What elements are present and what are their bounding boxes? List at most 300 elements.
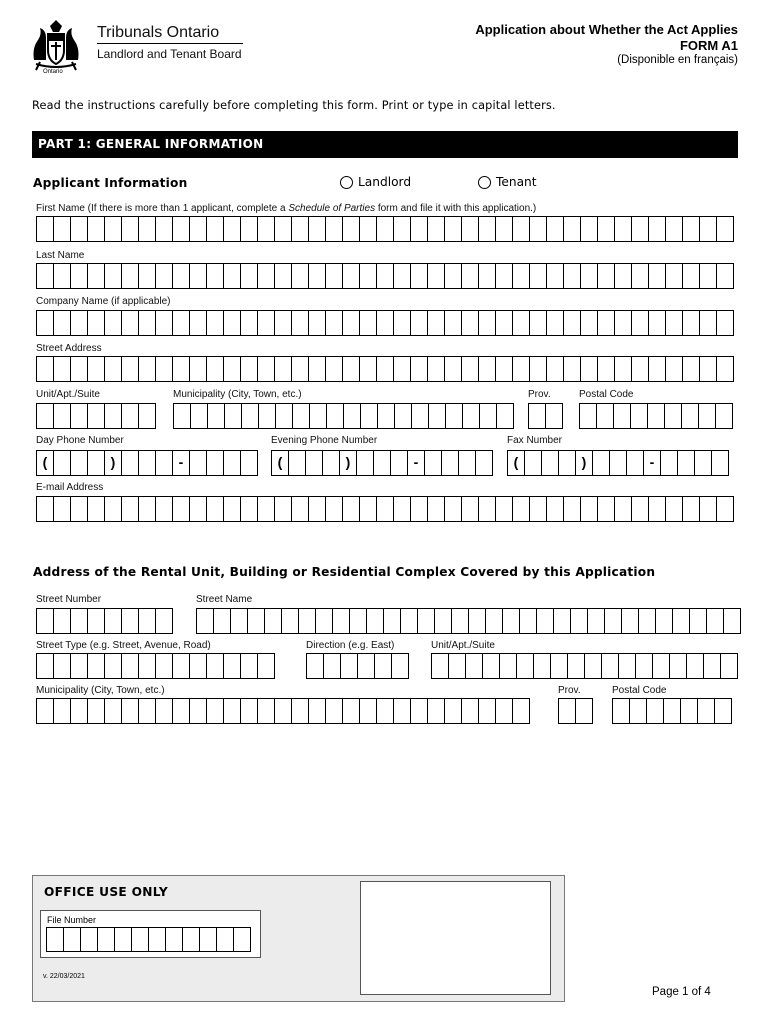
char-box[interactable] bbox=[361, 404, 378, 428]
char-box[interactable] bbox=[258, 699, 275, 723]
char-box[interactable] bbox=[517, 654, 534, 678]
area-code-open-paren[interactable]: ( bbox=[508, 451, 525, 475]
char-box[interactable] bbox=[666, 357, 683, 381]
char-box[interactable] bbox=[54, 497, 71, 521]
char-box[interactable] bbox=[670, 654, 687, 678]
char-box[interactable] bbox=[360, 357, 377, 381]
char-box[interactable] bbox=[200, 928, 217, 951]
char-box[interactable] bbox=[293, 404, 310, 428]
char-box[interactable] bbox=[173, 264, 190, 288]
char-box[interactable] bbox=[207, 699, 224, 723]
char-box[interactable] bbox=[428, 264, 445, 288]
char-box[interactable] bbox=[292, 699, 309, 723]
char-box[interactable] bbox=[496, 699, 513, 723]
char-box[interactable] bbox=[122, 357, 139, 381]
char-box[interactable] bbox=[530, 497, 547, 521]
street-type-field[interactable] bbox=[36, 653, 275, 679]
char-box[interactable] bbox=[224, 699, 241, 723]
char-box[interactable] bbox=[343, 497, 360, 521]
char-box[interactable] bbox=[207, 357, 224, 381]
char-box[interactable] bbox=[401, 609, 418, 633]
char-box[interactable] bbox=[122, 451, 139, 475]
char-box[interactable] bbox=[122, 217, 139, 241]
char-box[interactable] bbox=[631, 404, 648, 428]
area-code-open-paren[interactable]: ( bbox=[272, 451, 289, 475]
char-box[interactable] bbox=[275, 311, 292, 335]
char-box[interactable] bbox=[547, 217, 564, 241]
char-box[interactable] bbox=[698, 699, 715, 723]
char-box[interactable] bbox=[54, 654, 71, 678]
char-box[interactable] bbox=[139, 357, 156, 381]
char-box[interactable] bbox=[173, 497, 190, 521]
char-box[interactable] bbox=[47, 928, 64, 951]
char-box[interactable] bbox=[683, 311, 700, 335]
char-box[interactable] bbox=[207, 311, 224, 335]
char-box[interactable] bbox=[530, 311, 547, 335]
char-box[interactable] bbox=[207, 264, 224, 288]
char-box[interactable] bbox=[513, 217, 530, 241]
char-box[interactable] bbox=[717, 217, 734, 241]
char-box[interactable] bbox=[105, 404, 122, 428]
char-box[interactable] bbox=[88, 264, 105, 288]
char-box[interactable] bbox=[327, 404, 344, 428]
char-box[interactable] bbox=[156, 311, 173, 335]
char-box[interactable] bbox=[324, 654, 341, 678]
char-box[interactable] bbox=[700, 217, 717, 241]
area-code-close-paren[interactable]: ) bbox=[576, 451, 593, 475]
char-box[interactable] bbox=[724, 609, 741, 633]
municipality-field[interactable] bbox=[173, 403, 514, 429]
province-field[interactable] bbox=[528, 403, 563, 429]
char-box[interactable] bbox=[343, 357, 360, 381]
char-box[interactable] bbox=[469, 609, 486, 633]
char-box[interactable] bbox=[122, 609, 139, 633]
char-box[interactable] bbox=[326, 217, 343, 241]
char-box[interactable] bbox=[71, 654, 88, 678]
char-box[interactable] bbox=[258, 311, 275, 335]
fax-field[interactable] bbox=[507, 450, 729, 476]
char-box[interactable] bbox=[394, 497, 411, 521]
char-box[interactable] bbox=[377, 497, 394, 521]
char-box[interactable] bbox=[564, 311, 581, 335]
char-box[interactable] bbox=[309, 264, 326, 288]
char-box[interactable] bbox=[275, 357, 292, 381]
char-box[interactable] bbox=[241, 311, 258, 335]
char-box[interactable] bbox=[428, 217, 445, 241]
char-box[interactable] bbox=[54, 699, 71, 723]
char-box[interactable] bbox=[486, 609, 503, 633]
char-box[interactable] bbox=[333, 609, 350, 633]
char-box[interactable] bbox=[190, 497, 207, 521]
area-code-open-paren[interactable]: ( bbox=[37, 451, 54, 475]
char-box[interactable] bbox=[54, 264, 71, 288]
char-box[interactable] bbox=[661, 451, 678, 475]
char-box[interactable] bbox=[309, 357, 326, 381]
char-box[interactable] bbox=[139, 311, 156, 335]
char-box[interactable] bbox=[88, 497, 105, 521]
char-box[interactable] bbox=[377, 699, 394, 723]
char-box[interactable] bbox=[105, 264, 122, 288]
char-box[interactable] bbox=[190, 357, 207, 381]
char-box[interactable] bbox=[357, 451, 374, 475]
char-box[interactable] bbox=[479, 311, 496, 335]
char-box[interactable] bbox=[513, 699, 530, 723]
char-box[interactable] bbox=[411, 699, 428, 723]
char-box[interactable] bbox=[326, 497, 343, 521]
char-box[interactable] bbox=[619, 654, 636, 678]
char-box[interactable] bbox=[525, 451, 542, 475]
char-box[interactable] bbox=[292, 497, 309, 521]
char-box[interactable] bbox=[683, 357, 700, 381]
char-box[interactable] bbox=[88, 699, 105, 723]
char-box[interactable] bbox=[529, 404, 546, 428]
unit-field[interactable] bbox=[36, 403, 156, 429]
first-name-field[interactable] bbox=[36, 216, 734, 242]
char-box[interactable] bbox=[241, 217, 258, 241]
char-box[interactable] bbox=[681, 699, 698, 723]
char-box[interactable] bbox=[360, 217, 377, 241]
char-box[interactable] bbox=[326, 357, 343, 381]
char-box[interactable] bbox=[310, 404, 327, 428]
char-box[interactable] bbox=[248, 609, 265, 633]
char-box[interactable] bbox=[377, 264, 394, 288]
char-box[interactable] bbox=[309, 497, 326, 521]
char-box[interactable] bbox=[384, 609, 401, 633]
char-box[interactable] bbox=[258, 357, 275, 381]
char-box[interactable] bbox=[377, 311, 394, 335]
char-box[interactable] bbox=[132, 928, 149, 951]
char-box[interactable] bbox=[71, 357, 88, 381]
char-box[interactable] bbox=[598, 264, 615, 288]
char-box[interactable] bbox=[156, 217, 173, 241]
char-box[interactable] bbox=[500, 654, 517, 678]
char-box[interactable] bbox=[428, 699, 445, 723]
char-box[interactable] bbox=[394, 217, 411, 241]
char-box[interactable] bbox=[717, 264, 734, 288]
char-box[interactable] bbox=[37, 609, 54, 633]
char-box[interactable] bbox=[392, 654, 409, 678]
char-box[interactable] bbox=[429, 404, 446, 428]
char-box[interactable] bbox=[360, 497, 377, 521]
char-box[interactable] bbox=[122, 497, 139, 521]
char-box[interactable] bbox=[695, 451, 712, 475]
char-box[interactable] bbox=[602, 654, 619, 678]
char-box[interactable] bbox=[343, 264, 360, 288]
char-box[interactable] bbox=[581, 497, 598, 521]
char-box[interactable] bbox=[428, 497, 445, 521]
char-box[interactable] bbox=[647, 699, 664, 723]
char-box[interactable] bbox=[88, 217, 105, 241]
char-box[interactable] bbox=[449, 654, 466, 678]
char-box[interactable] bbox=[156, 699, 173, 723]
char-box[interactable] bbox=[395, 404, 412, 428]
char-box[interactable] bbox=[462, 217, 479, 241]
company-name-field[interactable] bbox=[36, 310, 734, 336]
char-box[interactable] bbox=[632, 497, 649, 521]
char-box[interactable] bbox=[571, 609, 588, 633]
char-box[interactable] bbox=[71, 497, 88, 521]
char-box[interactable] bbox=[551, 654, 568, 678]
char-box[interactable] bbox=[479, 264, 496, 288]
char-box[interactable] bbox=[37, 404, 54, 428]
char-box[interactable] bbox=[615, 497, 632, 521]
char-box[interactable] bbox=[445, 497, 462, 521]
char-box[interactable] bbox=[445, 311, 462, 335]
char-box[interactable] bbox=[598, 311, 615, 335]
char-box[interactable] bbox=[156, 451, 173, 475]
char-box[interactable] bbox=[649, 357, 666, 381]
char-box[interactable] bbox=[139, 699, 156, 723]
char-box[interactable] bbox=[139, 264, 156, 288]
char-box[interactable] bbox=[306, 451, 323, 475]
char-box[interactable] bbox=[173, 654, 190, 678]
char-box[interactable] bbox=[588, 609, 605, 633]
char-box[interactable] bbox=[54, 609, 71, 633]
char-box[interactable] bbox=[122, 311, 139, 335]
char-box[interactable] bbox=[224, 217, 241, 241]
char-box[interactable] bbox=[276, 404, 293, 428]
char-box[interactable] bbox=[71, 699, 88, 723]
char-box[interactable] bbox=[581, 311, 598, 335]
char-box[interactable] bbox=[576, 699, 593, 723]
char-box[interactable] bbox=[665, 404, 682, 428]
char-box[interactable] bbox=[459, 451, 476, 475]
char-box[interactable] bbox=[432, 654, 449, 678]
tenant-option[interactable] bbox=[478, 175, 537, 189]
char-box[interactable] bbox=[648, 404, 665, 428]
char-box[interactable] bbox=[224, 311, 241, 335]
char-box[interactable] bbox=[191, 404, 208, 428]
char-box[interactable] bbox=[190, 217, 207, 241]
char-box[interactable] bbox=[360, 311, 377, 335]
char-box[interactable] bbox=[234, 928, 251, 951]
char-box[interactable] bbox=[496, 217, 513, 241]
char-box[interactable] bbox=[190, 311, 207, 335]
char-box[interactable] bbox=[716, 404, 733, 428]
char-box[interactable] bbox=[207, 217, 224, 241]
char-box[interactable] bbox=[445, 264, 462, 288]
char-box[interactable] bbox=[445, 217, 462, 241]
char-box[interactable] bbox=[394, 311, 411, 335]
char-box[interactable] bbox=[54, 217, 71, 241]
street-number-field[interactable] bbox=[36, 608, 173, 634]
char-box[interactable] bbox=[530, 264, 547, 288]
postal-code-field[interactable] bbox=[579, 403, 733, 429]
char-box[interactable] bbox=[503, 609, 520, 633]
landlord-option[interactable] bbox=[340, 175, 411, 189]
char-box[interactable] bbox=[411, 357, 428, 381]
char-box[interactable] bbox=[462, 699, 479, 723]
char-box[interactable] bbox=[700, 357, 717, 381]
char-box[interactable] bbox=[37, 264, 54, 288]
char-box[interactable] bbox=[71, 264, 88, 288]
char-box[interactable] bbox=[452, 609, 469, 633]
char-box[interactable] bbox=[225, 404, 242, 428]
char-box[interactable] bbox=[299, 609, 316, 633]
day-phone-field[interactable] bbox=[36, 450, 258, 476]
char-box[interactable] bbox=[649, 497, 666, 521]
rental-province-field[interactable] bbox=[558, 698, 593, 724]
char-box[interactable] bbox=[513, 497, 530, 521]
char-box[interactable] bbox=[394, 264, 411, 288]
char-box[interactable] bbox=[323, 451, 340, 475]
char-box[interactable] bbox=[462, 264, 479, 288]
char-box[interactable] bbox=[683, 497, 700, 521]
char-box[interactable] bbox=[292, 311, 309, 335]
char-box[interactable] bbox=[687, 654, 704, 678]
char-box[interactable] bbox=[71, 311, 88, 335]
char-box[interactable] bbox=[64, 928, 81, 951]
char-box[interactable] bbox=[463, 404, 480, 428]
char-box[interactable] bbox=[712, 451, 729, 475]
char-box[interactable] bbox=[258, 654, 275, 678]
char-box[interactable] bbox=[632, 357, 649, 381]
char-box[interactable] bbox=[598, 217, 615, 241]
char-box[interactable] bbox=[343, 699, 360, 723]
char-box[interactable] bbox=[241, 264, 258, 288]
char-box[interactable] bbox=[496, 311, 513, 335]
char-box[interactable] bbox=[105, 311, 122, 335]
char-box[interactable] bbox=[197, 609, 214, 633]
char-box[interactable] bbox=[632, 311, 649, 335]
char-box[interactable] bbox=[428, 357, 445, 381]
char-box[interactable] bbox=[411, 311, 428, 335]
char-box[interactable] bbox=[307, 654, 324, 678]
char-box[interactable] bbox=[105, 654, 122, 678]
char-box[interactable] bbox=[54, 404, 71, 428]
landlord-radio[interactable] bbox=[340, 176, 353, 189]
char-box[interactable] bbox=[559, 451, 576, 475]
char-box[interactable] bbox=[214, 609, 231, 633]
char-box[interactable] bbox=[326, 264, 343, 288]
char-box[interactable] bbox=[653, 654, 670, 678]
char-box[interactable] bbox=[326, 311, 343, 335]
char-box[interactable] bbox=[71, 217, 88, 241]
char-box[interactable] bbox=[547, 357, 564, 381]
char-box[interactable] bbox=[614, 404, 631, 428]
char-box[interactable] bbox=[683, 264, 700, 288]
char-box[interactable] bbox=[605, 609, 622, 633]
char-box[interactable] bbox=[122, 699, 139, 723]
char-box[interactable] bbox=[350, 609, 367, 633]
char-box[interactable] bbox=[466, 654, 483, 678]
char-box[interactable] bbox=[630, 699, 647, 723]
char-box[interactable] bbox=[71, 609, 88, 633]
area-code-close-paren[interactable]: ) bbox=[340, 451, 357, 475]
char-box[interactable] bbox=[699, 404, 716, 428]
char-box[interactable] bbox=[207, 451, 224, 475]
char-box[interactable] bbox=[166, 928, 183, 951]
char-box[interactable] bbox=[581, 264, 598, 288]
char-box[interactable] bbox=[704, 654, 721, 678]
char-box[interactable] bbox=[173, 699, 190, 723]
char-box[interactable] bbox=[105, 357, 122, 381]
char-box[interactable] bbox=[360, 699, 377, 723]
char-box[interactable] bbox=[81, 928, 98, 951]
char-box[interactable] bbox=[673, 609, 690, 633]
char-box[interactable] bbox=[479, 217, 496, 241]
file-number-field[interactable] bbox=[46, 927, 251, 952]
char-box[interactable] bbox=[224, 264, 241, 288]
char-box[interactable] bbox=[666, 497, 683, 521]
phone-dash[interactable]: - bbox=[408, 451, 425, 475]
char-box[interactable] bbox=[258, 264, 275, 288]
char-box[interactable] bbox=[88, 654, 105, 678]
char-box[interactable] bbox=[316, 609, 333, 633]
char-box[interactable] bbox=[367, 609, 384, 633]
char-box[interactable] bbox=[190, 451, 207, 475]
char-box[interactable] bbox=[282, 609, 299, 633]
char-box[interactable] bbox=[309, 699, 326, 723]
char-box[interactable] bbox=[636, 654, 653, 678]
char-box[interactable] bbox=[360, 264, 377, 288]
char-box[interactable] bbox=[435, 609, 452, 633]
char-box[interactable] bbox=[585, 654, 602, 678]
char-box[interactable] bbox=[537, 609, 554, 633]
char-box[interactable] bbox=[412, 404, 429, 428]
char-box[interactable] bbox=[666, 217, 683, 241]
char-box[interactable] bbox=[411, 264, 428, 288]
char-box[interactable] bbox=[190, 699, 207, 723]
char-box[interactable] bbox=[639, 609, 656, 633]
char-box[interactable] bbox=[241, 654, 258, 678]
char-box[interactable] bbox=[88, 404, 105, 428]
char-box[interactable] bbox=[275, 217, 292, 241]
char-box[interactable] bbox=[292, 217, 309, 241]
char-box[interactable] bbox=[598, 497, 615, 521]
char-box[interactable] bbox=[497, 404, 514, 428]
char-box[interactable] bbox=[717, 311, 734, 335]
char-box[interactable] bbox=[666, 311, 683, 335]
char-box[interactable] bbox=[149, 928, 166, 951]
evening-phone-field[interactable] bbox=[271, 450, 493, 476]
char-box[interactable] bbox=[546, 404, 563, 428]
char-box[interactable] bbox=[513, 311, 530, 335]
char-box[interactable] bbox=[343, 311, 360, 335]
char-box[interactable] bbox=[105, 609, 122, 633]
char-box[interactable] bbox=[442, 451, 459, 475]
char-box[interactable] bbox=[173, 217, 190, 241]
char-box[interactable] bbox=[418, 609, 435, 633]
char-box[interactable] bbox=[156, 264, 173, 288]
char-box[interactable] bbox=[649, 217, 666, 241]
char-box[interactable] bbox=[231, 609, 248, 633]
char-box[interactable] bbox=[564, 217, 581, 241]
char-box[interactable] bbox=[707, 609, 724, 633]
char-box[interactable] bbox=[597, 404, 614, 428]
char-box[interactable] bbox=[394, 357, 411, 381]
char-box[interactable] bbox=[241, 699, 258, 723]
char-box[interactable] bbox=[88, 311, 105, 335]
char-box[interactable] bbox=[615, 217, 632, 241]
char-box[interactable] bbox=[242, 404, 259, 428]
char-box[interactable] bbox=[721, 654, 738, 678]
char-box[interactable] bbox=[564, 357, 581, 381]
char-box[interactable] bbox=[265, 609, 282, 633]
char-box[interactable] bbox=[105, 217, 122, 241]
char-box[interactable] bbox=[309, 217, 326, 241]
char-box[interactable] bbox=[479, 357, 496, 381]
char-box[interactable] bbox=[54, 311, 71, 335]
char-box[interactable] bbox=[564, 264, 581, 288]
char-box[interactable] bbox=[156, 609, 173, 633]
direction-field[interactable] bbox=[306, 653, 409, 679]
char-box[interactable] bbox=[428, 311, 445, 335]
char-box[interactable] bbox=[581, 357, 598, 381]
char-box[interactable] bbox=[190, 654, 207, 678]
char-box[interactable] bbox=[496, 497, 513, 521]
char-box[interactable] bbox=[378, 404, 395, 428]
